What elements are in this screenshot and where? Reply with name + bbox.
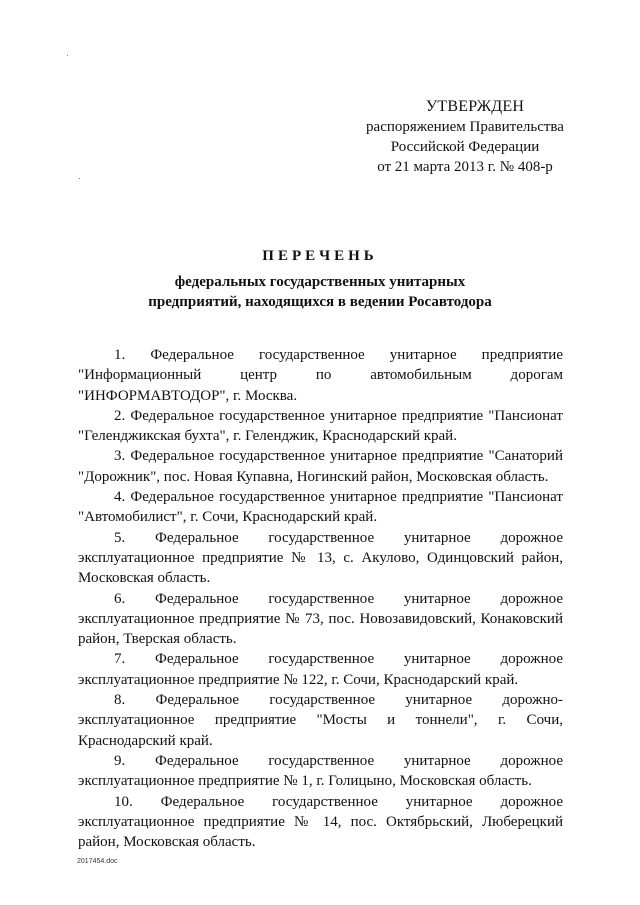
enterprise-list (78, 345, 563, 852)
list-item: 1. Федеральное государственное унитарное предприятие "Информационный центр по автомобильным дорогам "ИНФОРМАВТОДОР", г. Москва. (78, 347, 563, 404)
approval-line-3: от 21 марта 2013 г. № 408-р (377, 159, 553, 175)
list-item: 5. Федеральное государственное унитарное дорожное эксплуатационное предприятие № 13, с. Акулово, Одинцовский район, Московская область. (78, 529, 563, 587)
approval-title: УТВЕРЖДЕН (425, 98, 525, 115)
document-code: 2017454.doc (77, 858, 118, 865)
list-item: 4. Федеральное государственное унитарное предприятие "Пансионат "Автомобилист", г. Сочи, Краснодарский край. (78, 489, 563, 526)
list-item: 8. Федеральное государственное унитарное дорожно-эксплуатационное предприятие "Мосты и тоннели", г. Сочи, Краснодарский край. (78, 692, 563, 749)
list-item: 9. Федеральное государственное унитарное дорожное эксплуатационное предприятие № 1, г. Голицыно, Московская область. (78, 752, 563, 790)
document-title: ПЕРЕЧЕНЬ (262, 248, 378, 264)
subtitle-line-1: федеральных государственных унитарных (174, 274, 466, 290)
list-item: 3. Федеральное государственное унитарное предприятие "Санаторий "Дорожник", пос. Новая Купавна, Ногинский район, Московская область. (78, 448, 563, 485)
approval-line-2: Российской Федерации (390, 139, 540, 155)
list-item: 7. Федеральное государственное унитарное дорожное эксплуатационное предприятие № 122, г. Сочи, Краснодарский край. (78, 651, 563, 688)
subtitle-line-2: предприятий, находящихся в ведении Росавтодора (148, 294, 492, 310)
list-item: 6. Федеральное государственное унитарное дорожное эксплуатационное предприятие № 73, пос. Новозавидовский, Конаковский район, Тверская область. (78, 590, 563, 648)
document-subtitle (0, 272, 640, 312)
scan-speck (67, 55, 68, 56)
approval-block (340, 97, 590, 177)
scan-speck (79, 178, 80, 179)
approval-line-1: распоряжением Правительства (366, 119, 564, 135)
list-item: 10. Федеральное государственное унитарное дорожное эксплуатационное предприятие № 14, пос. Октябрьский, Люберецкий район, Московская область. (78, 793, 563, 851)
list-item: 2. Федеральное государственное унитарное предприятие "Пансионат "Геленджикская бухта", г. Геленджик, Краснодарский край. (78, 407, 563, 445)
